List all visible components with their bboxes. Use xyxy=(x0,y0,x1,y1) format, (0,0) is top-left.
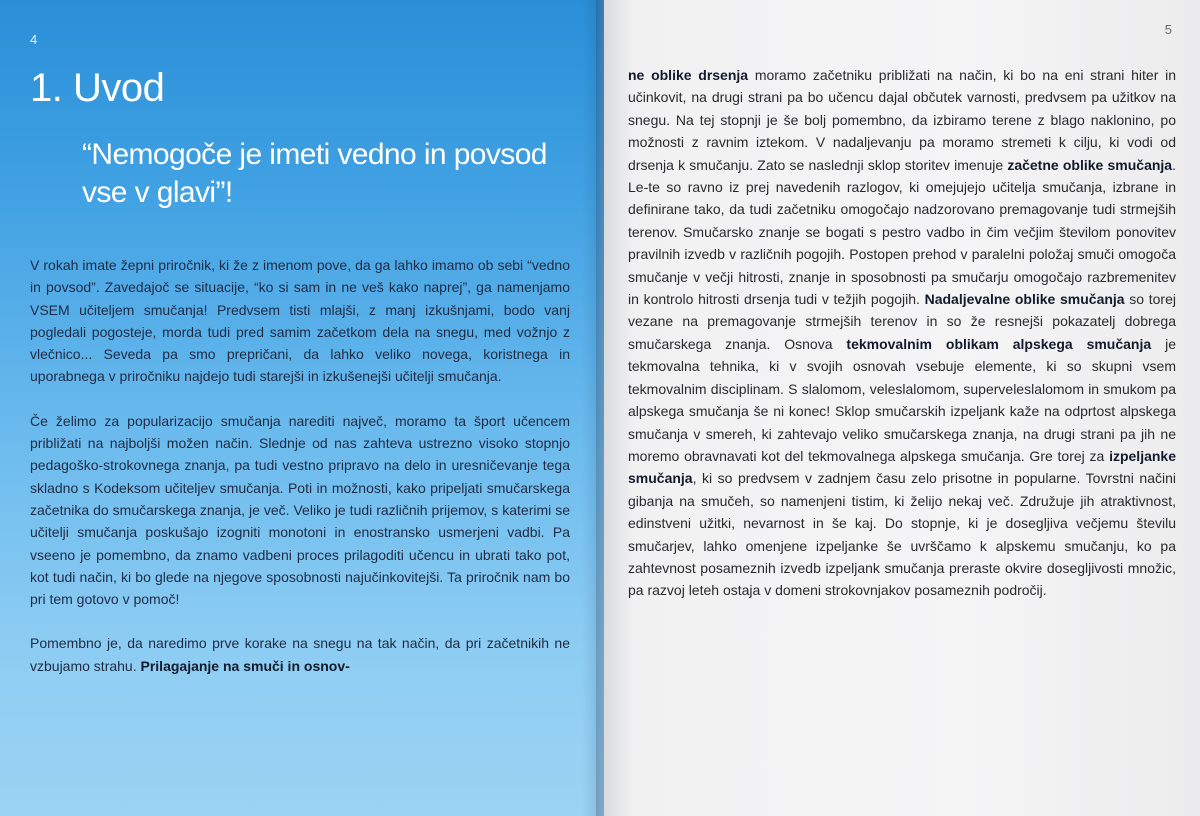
paragraph xyxy=(30,410,570,611)
paragraph-text: Pomembno je, da naredimo prve korake na snegu na tak način, da pri začetnikih ne vzbujamo strahu. xyxy=(30,635,570,674)
paragraph xyxy=(30,254,570,388)
bold-term: tekmovalnim oblikam alpskega smučanja xyxy=(846,335,1152,352)
bold-term: izpeljanke smučanja xyxy=(628,447,1176,487)
page-number-right: 5 xyxy=(1164,22,1172,37)
text-run: , ki so predvsem v zadnjem času zelo prisotne in popularne. Tovrstni načini gibanja na smučeh, so namenjeni tistim, ki želijo nekaj več. Združuje jih atraktivnost, edinstveni užitki, nevarnost in še kaj. Do stopnje, ki je dosegljiva večjemu številu smučarjev, lahko omenjene izpeljanke še uvrščamo k alpskemu smučanju, ko pa zahtevnost posameznih izvedb izpeljank smučanja preraste okvire dosegljivosti množic, pa razvoj leteh ostaja v domeni strokovnjakov posameznih področij. xyxy=(628,470,1176,599)
bold-term: začetne oblike smučanja xyxy=(1007,156,1173,173)
text-run: je tekmovalna tehnika, ki v svojih osnovah vsebuje elemente, ki so skupni vsem tekmovalnim disciplinam. S slalomom, veleslalomom, superveleslalomom in smukom pa alpskega smučanja še ni konec! Sklop smučarskih izpeljank kaže na odprtost alpskega smučanja v smereh, ki zahtevajo veliko smučarskega znanja, na drugi strani pa jih ne moremo obravnavati kot del tekmovalnega alpskega smučanja. Gre torej za xyxy=(628,335,1176,464)
bold-term: Prilagajanje na smuči in osnov- xyxy=(140,657,350,674)
chapter-quote: “Nemogoče je imeti vedno in povsod vse v glavi”! xyxy=(82,138,547,209)
paragraph xyxy=(30,632,570,677)
right-body-text xyxy=(628,64,1176,602)
text-run: . Le-te so ravno iz prej navedenih razlogov, ki omejujejo učitelja smučanja, izbrane in definirane tako, da tudi začetniku omogočajo nadzorovano premagovanje tudi strmejših terenov. Smučarsko znanje se bogati s pestro vadbo in čim večjim številom ponovitev pravilnih izvedb v različnih pogojih. Postopen prehod v paralelni položaj smuči omogoča smučanje v večji hitrosti, znanje in sposobnosti pa smučarju omogočajo razbremenitev in kontrolo hitrosti drsenja tudi v težjih pogojih. xyxy=(628,156,1176,308)
text-run: so torej vezane na premagovanje strmejših terenov in so že resnejši pokazatelj dobrega smučarskega znanja. Osnova xyxy=(628,291,1176,352)
left-body-text xyxy=(30,254,570,699)
paragraph-text: Če želimo za popularizacijo smučanja narediti največ, moramo ta šport učencem približati na najboljši možen način. Slednje od nas zahteva ustrezno visoko stopnjo pedagoško-strokovnega znanja, pa tudi vestno pripravo na delo in uresničevanje tega skladno s Kodeksom učiteljev smučanja. Poti in možnosti, kako pripeljati smučarskega začetnika do smučarskega znanja, je več. Veliko je tudi različnih prijemov, s katerimi se učitelji smučanja poskušajo izogniti monotoni in enostransko usmerjeni vadbi. Pa vseeno je pomembno, da znamo vadbeni proces prilagoditi učencu in ubrati tako pot, kot tudi način, ki bo glede na njegove sposobnosti najučinkovitejši. Ta priročnik nam bo pri tem gotovo v pomoč! xyxy=(30,412,570,608)
chapter-title: 1. Uvod xyxy=(30,66,165,110)
page-number-left: 4 xyxy=(30,32,38,47)
text-run: moramo začetniku približati na način, ki bo na eni strani hiter in učinkovit, na drugi strani pa bo učencu dajal občutek varnosti, predvsem pa užitkov na snegu. Na tej stopnji je še bolj pomembno, da izbiramo terene z blago naklonino, po možnosti z ravnim iztekom. V nadaljevanju pa moramo stremeti k cilju, ki vodi od drsenja k smučanju. Zato se naslednji sklop storitev imenuje xyxy=(628,67,1177,173)
bold-term: ne oblike drsenja xyxy=(628,67,749,83)
paragraph xyxy=(628,64,1176,602)
right-page xyxy=(604,0,1200,816)
paragraph-text: V rokah imate žepni priročnik, ki že z imenom pove, da ga lahko imamo ob sebi “vedno in povsod”. Zavedajoč se situacije, “ko si sam in ne veš kako naprej”, ga namenjamo VSEM učiteljem smučanja! Predvsem tisti mlajši, z manj izkušnjami, bodo vanj pogledali pogosteje, morda tudi pred samim začetkom dela na snegu, med vožnjo z vlečnico... Seveda pa smo prepričani, da lahko veliko novega, koristnega in uporabnega v priročniku najdejo tudi starejši in izkušenejši učitelji smučanja. xyxy=(30,257,570,385)
bold-term: Nadaljevalne oblike smučanja xyxy=(924,291,1125,308)
